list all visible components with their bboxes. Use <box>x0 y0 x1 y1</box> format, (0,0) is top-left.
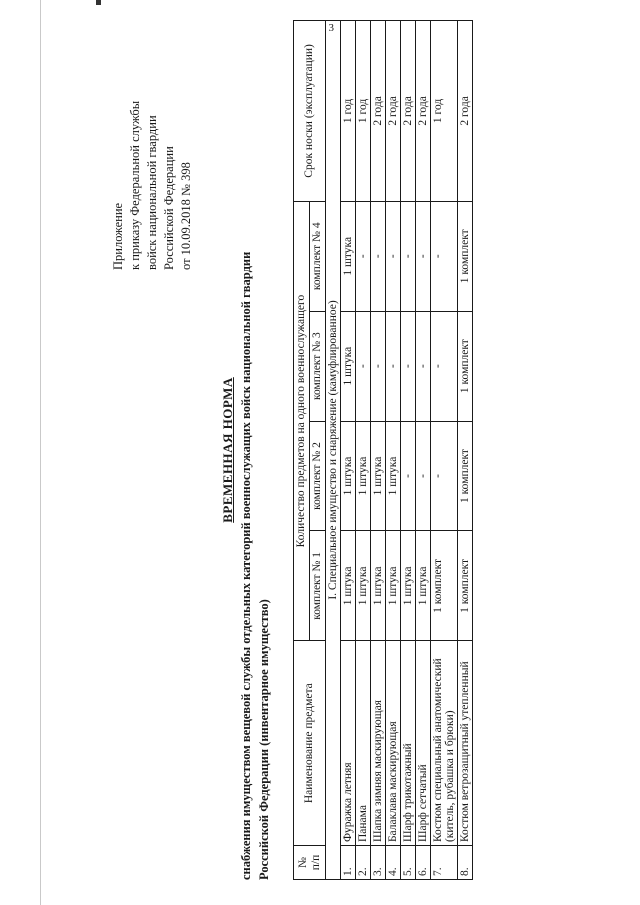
appendix-line: войск национальной гвардии <box>145 115 159 270</box>
cell-kit1: 1 комплект <box>431 531 458 641</box>
cell-kit4: - <box>386 201 401 311</box>
cell-term: 2 года <box>401 21 416 202</box>
page-edge-line <box>40 0 41 905</box>
cell-name: Панама <box>356 641 371 846</box>
cell-kit3: 1 штука <box>341 311 356 421</box>
header-kit3: комплект № 3 <box>310 311 326 421</box>
cell-name: Шарф сетчатый <box>416 641 431 846</box>
cell-num: 7. <box>431 846 458 880</box>
header-kit2: комплект № 2 <box>310 421 326 531</box>
cell-kit2: 1 штука <box>386 421 401 531</box>
cell-kit1: 1 комплект <box>458 531 473 641</box>
cell-kit1: 1 штука <box>401 531 416 641</box>
cell-kit2: - <box>416 421 431 531</box>
cell-name: Костюм ветрозащитный утепленный <box>458 641 473 846</box>
scan-mark <box>96 0 101 5</box>
cell-term: 1 год <box>356 21 371 202</box>
document-subtitle-line1: снабжения имуществом вещевой службы отдельных категорий военнослужащих войск национальной гвардии <box>239 251 253 880</box>
table-row <box>401 21 416 880</box>
section-heading: I. Специальное имущество и снаряжение (камуфлированное) <box>326 21 341 880</box>
cell-kit4: - <box>371 201 386 311</box>
cell-kit1: 1 штука <box>341 531 356 641</box>
cell-term: 2 года <box>458 21 473 202</box>
cell-kit3: - <box>356 311 371 421</box>
cell-kit2: - <box>431 421 458 531</box>
table-row <box>386 21 401 880</box>
cell-num: 4. <box>386 846 401 880</box>
cell-kit1: 1 штука <box>356 531 371 641</box>
cell-num: 2. <box>356 846 371 880</box>
cell-kit2: 1 штука <box>341 421 356 531</box>
cell-name: Фуражка летняя <box>341 641 356 846</box>
cell-num: 8. <box>458 846 473 880</box>
cell-kit4: - <box>431 201 458 311</box>
header-kit1: комплект № 1 <box>310 531 326 641</box>
cell-name: Балаклава маскирующая <box>386 641 401 846</box>
rotated-document-sheet <box>50 20 610 880</box>
header-kit4: комплект № 4 <box>310 201 326 311</box>
cell-num: 6. <box>416 846 431 880</box>
appendix-line: к приказу Федеральной службы <box>128 100 142 270</box>
cell-kit2: 1 штука <box>356 421 371 531</box>
cell-kit1: 1 штука <box>416 531 431 641</box>
page-number: 3 <box>328 22 334 34</box>
table-row <box>416 21 431 880</box>
table-row <box>371 21 386 880</box>
header-name: Наименование предмета <box>294 641 326 846</box>
cell-kit2: 1 комплект <box>458 421 473 531</box>
cell-kit3: 1 комплект <box>458 311 473 421</box>
cell-name: Шарф трикотажный <box>401 641 416 846</box>
cell-kit4: - <box>356 201 371 311</box>
table-row <box>341 21 356 880</box>
cell-kit2: 1 штука <box>371 421 386 531</box>
appendix-line: Российской Федерации <box>162 146 176 270</box>
cell-kit3: - <box>386 311 401 421</box>
document-title: ВРЕМЕННАЯ НОРМА <box>220 377 235 523</box>
cell-term: 2 года <box>386 21 401 202</box>
cell-kit1: 1 штука <box>371 531 386 641</box>
cell-kit4: - <box>401 201 416 311</box>
cell-kit3: - <box>431 311 458 421</box>
cell-name: Шапка зимняя маскирующая <box>371 641 386 846</box>
header-qty-group: Количество предметов на одного военнослужащего <box>294 201 310 641</box>
document-subtitle-line2: Российской Федерации (инвентарное имущество) <box>257 599 271 880</box>
table-row <box>458 21 473 880</box>
cell-term: 2 года <box>371 21 386 202</box>
appendix-line: Приложение <box>111 202 125 270</box>
header-term: Срок носки (эксплуатации) <box>294 21 326 202</box>
header-num: № п/п <box>294 846 326 880</box>
table-row <box>431 21 458 880</box>
cell-kit4: - <box>416 201 431 311</box>
cell-kit3: - <box>401 311 416 421</box>
title-block <box>220 20 272 880</box>
cell-kit2: - <box>401 421 416 531</box>
cell-term: 1 год <box>341 21 356 202</box>
cell-term: 2 года <box>416 21 431 202</box>
appendix-line: от 10.09.2018 № 398 <box>179 162 193 270</box>
cell-kit4: 1 штука <box>341 201 356 311</box>
cell-term: 1 год <box>431 21 458 202</box>
cell-kit3: - <box>371 311 386 421</box>
cell-kit4: 1 комплект <box>458 201 473 311</box>
table-row <box>356 21 371 880</box>
cell-kit1: 1 штука <box>386 531 401 641</box>
cell-num: 1. <box>341 846 356 880</box>
cell-kit3: - <box>416 311 431 421</box>
cell-name: Костюм специальный анатомический (китель, рубашка и брюки) <box>431 641 458 846</box>
norm-table <box>293 20 473 880</box>
cell-num: 3. <box>371 846 386 880</box>
cell-num: 5. <box>401 846 416 880</box>
appendix-block <box>110 20 195 270</box>
